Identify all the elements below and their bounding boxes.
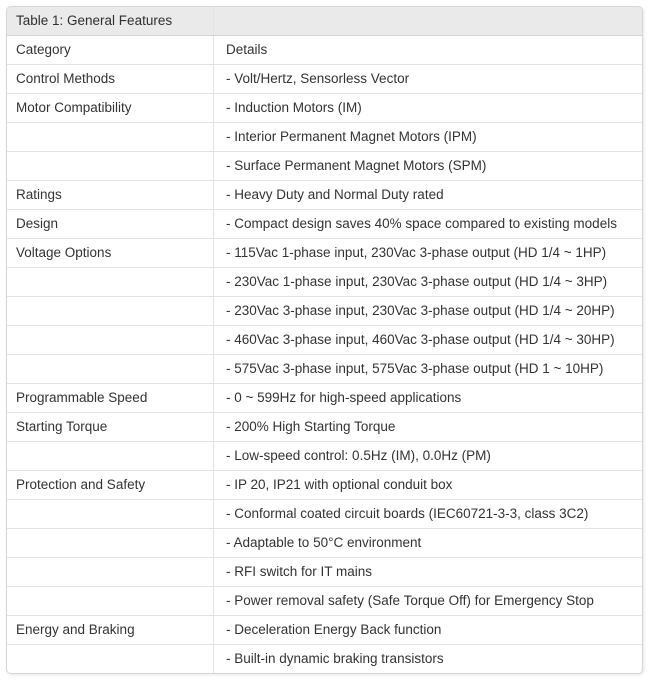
category-cell xyxy=(7,297,214,326)
table-row xyxy=(7,65,642,94)
category-cell xyxy=(7,645,214,674)
category-cell xyxy=(7,500,214,529)
category-cell xyxy=(7,529,214,558)
table-row xyxy=(7,94,642,123)
table-row xyxy=(7,384,642,413)
table-row xyxy=(7,442,642,471)
details-cell: - Low-speed control: 0.5Hz (IM), 0.0Hz (PM) xyxy=(214,442,643,471)
details-cell: - Induction Motors (IM) xyxy=(214,94,643,123)
category-cell xyxy=(7,326,214,355)
table-row xyxy=(7,152,642,181)
details-cell: - 230Vac 3-phase input, 230Vac 3-phase output (HD 1/4 ~ 20HP) xyxy=(214,297,643,326)
column-header-row xyxy=(7,36,642,65)
details-cell: - Surface Permanent Magnet Motors (SPM) xyxy=(214,152,643,181)
details-cell: - Compact design saves 40% space compared to existing models xyxy=(214,210,643,239)
details-cell: - IP 20, IP21 with optional conduit box xyxy=(214,471,643,500)
details-cell: - Adaptable to 50°C environment xyxy=(214,529,643,558)
table-row xyxy=(7,123,642,152)
category-cell: Starting Torque xyxy=(7,413,214,442)
table-title-spacer xyxy=(214,7,643,36)
table-body xyxy=(7,65,642,674)
details-cell: - Interior Permanent Magnet Motors (IPM) xyxy=(214,123,643,152)
table-title-row xyxy=(7,7,642,36)
category-cell: Control Methods xyxy=(7,65,214,94)
category-cell: Protection and Safety xyxy=(7,471,214,500)
category-cell xyxy=(7,268,214,297)
details-cell: - Deceleration Energy Back function xyxy=(214,616,643,645)
details-cell: - Volt/Hertz, Sensorless Vector xyxy=(214,65,643,94)
details-cell: - 115Vac 1-phase input, 230Vac 3-phase output (HD 1/4 ~ 1HP) xyxy=(214,239,643,268)
table-title: Table 1: General Features xyxy=(7,7,214,36)
category-cell: Energy and Braking xyxy=(7,616,214,645)
details-cell: - 575Vac 3-phase input, 575Vac 3-phase output (HD 1 ~ 10HP) xyxy=(214,355,643,384)
features-table-card xyxy=(6,6,643,674)
details-cell: - RFI switch for IT mains xyxy=(214,558,643,587)
category-cell: Ratings xyxy=(7,181,214,210)
category-cell xyxy=(7,355,214,384)
table-row xyxy=(7,268,642,297)
table-row xyxy=(7,297,642,326)
category-cell: Design xyxy=(7,210,214,239)
category-cell: Motor Compatibility xyxy=(7,94,214,123)
category-cell xyxy=(7,123,214,152)
features-table xyxy=(7,7,642,673)
table-row xyxy=(7,529,642,558)
details-cell: - Conformal coated circuit boards (IEC60721-3-3, class 3C2) xyxy=(214,500,643,529)
table-row xyxy=(7,210,642,239)
table-row xyxy=(7,413,642,442)
category-cell: Voltage Options xyxy=(7,239,214,268)
details-cell: - 460Vac 3-phase input, 460Vac 3-phase output (HD 1/4 ~ 30HP) xyxy=(214,326,643,355)
table-row xyxy=(7,500,642,529)
table-row xyxy=(7,587,642,616)
table-row xyxy=(7,645,642,674)
category-cell xyxy=(7,152,214,181)
details-cell: - Heavy Duty and Normal Duty rated xyxy=(214,181,643,210)
table-row xyxy=(7,558,642,587)
category-cell xyxy=(7,558,214,587)
category-cell: Programmable Speed xyxy=(7,384,214,413)
table-row xyxy=(7,355,642,384)
column-header-category: Category xyxy=(7,36,214,65)
table-row xyxy=(7,239,642,268)
table-row xyxy=(7,471,642,500)
details-cell: - 0 ~ 599Hz for high-speed applications xyxy=(214,384,643,413)
details-cell: - 200% High Starting Torque xyxy=(214,413,643,442)
table-row xyxy=(7,326,642,355)
details-cell: - Built-in dynamic braking transistors xyxy=(214,645,643,674)
table-row xyxy=(7,181,642,210)
category-cell xyxy=(7,587,214,616)
details-cell: - 230Vac 1-phase input, 230Vac 3-phase output (HD 1/4 ~ 3HP) xyxy=(214,268,643,297)
column-header-details: Details xyxy=(214,36,643,65)
details-cell: - Power removal safety (Safe Torque Off) for Emergency Stop xyxy=(214,587,643,616)
table-row xyxy=(7,616,642,645)
category-cell xyxy=(7,442,214,471)
